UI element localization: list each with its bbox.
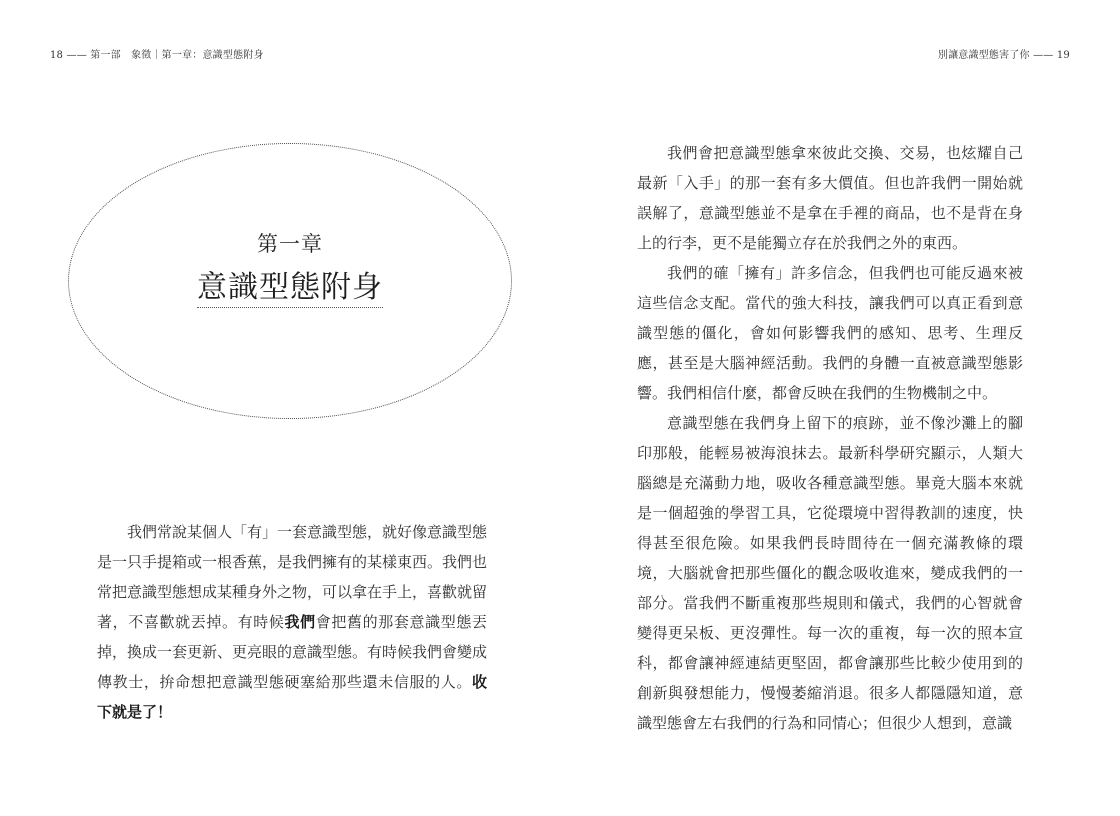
chapter-label: 第一章 [257, 232, 323, 256]
right-paragraph-2: 我們的確「擁有」許多信念，但我們也可能反過來被這些信念支配。當代的強大科技，讓我們可以真正看到意識型態的僵化，會如何影響我們的感知、思考、生理反應，甚至是大腦神經活動。我們的身體一直被意識型態影響。我們相信什麼，都會反映在我們的生物機制之中。 [637, 264, 1023, 402]
chapter-title-text: 意識型態附身 [197, 270, 383, 308]
right-body-text [637, 138, 1023, 738]
text-run: 會把舊的那套意識型態丟掉，換成一套更新、更亮眼的意識型態。有時候我們會變成傳教士，拚命想把意識型態硬塞給那些還未信服的人。 [97, 613, 488, 691]
left-running-head: 18 —— 第一部 象徵｜第一章：意識型態附身 [50, 50, 264, 61]
text-run: 我們常說某個人「有」一套意識型態，就好像意識型態是一只手提箱或一根香蕉，是我們擁有的某樣東西。我們也常把意識型態想成某種身外之物，可以拿在手上，喜歡就留著，不喜歡就丟掉。有時候 [97, 523, 488, 631]
right-paragraph-1: 我們會把意識型態拿來彼此交換、交易，也炫耀自己最新「入手」的那一套有多大價值。但也許我們一開始就誤解了，意識型態並不是拿在手裡的商品，也不是背在身上的行李，更不是能獨立存在於我們之外的東西。 [637, 144, 1023, 252]
left-paragraph-1 [97, 517, 487, 727]
bold-text-run: 收下就是了！ [97, 673, 487, 721]
left-body-text [97, 517, 487, 727]
bold-text-run: 我們 [284, 613, 316, 631]
chapter-title [68, 262, 512, 306]
right-running-head: 別讓意識型態害了你 —— 19 [937, 50, 1070, 61]
right-paragraph-3: 意識型態在我們身上留下的痕跡，並不像沙灘上的腳印那般，能輕易被海浪抹去。最新科學研究顯示，人類大腦總是充滿動力地，吸收各種意識型態。畢竟大腦本來就是一個超強的學習工具，它從環境中習得教訓的速度，快得甚至很危險。如果我們長時間待在一個充滿教條的環境，大腦就會把那些僵化的觀念吸收進來，變成我們的一部分。當我們不斷重複那些規則和儀式，我們的心智就會變得更呆板、更沒彈性。每一次的重複，每一次的照本宣科，都會讓神經連結更堅固，都會讓那些比較少使用到的創新與發想能力，慢慢萎縮消退。很多人都隱隱知道，意識型態會左右我們的行為和同情心；但很少人想到，意識 [637, 414, 1023, 732]
